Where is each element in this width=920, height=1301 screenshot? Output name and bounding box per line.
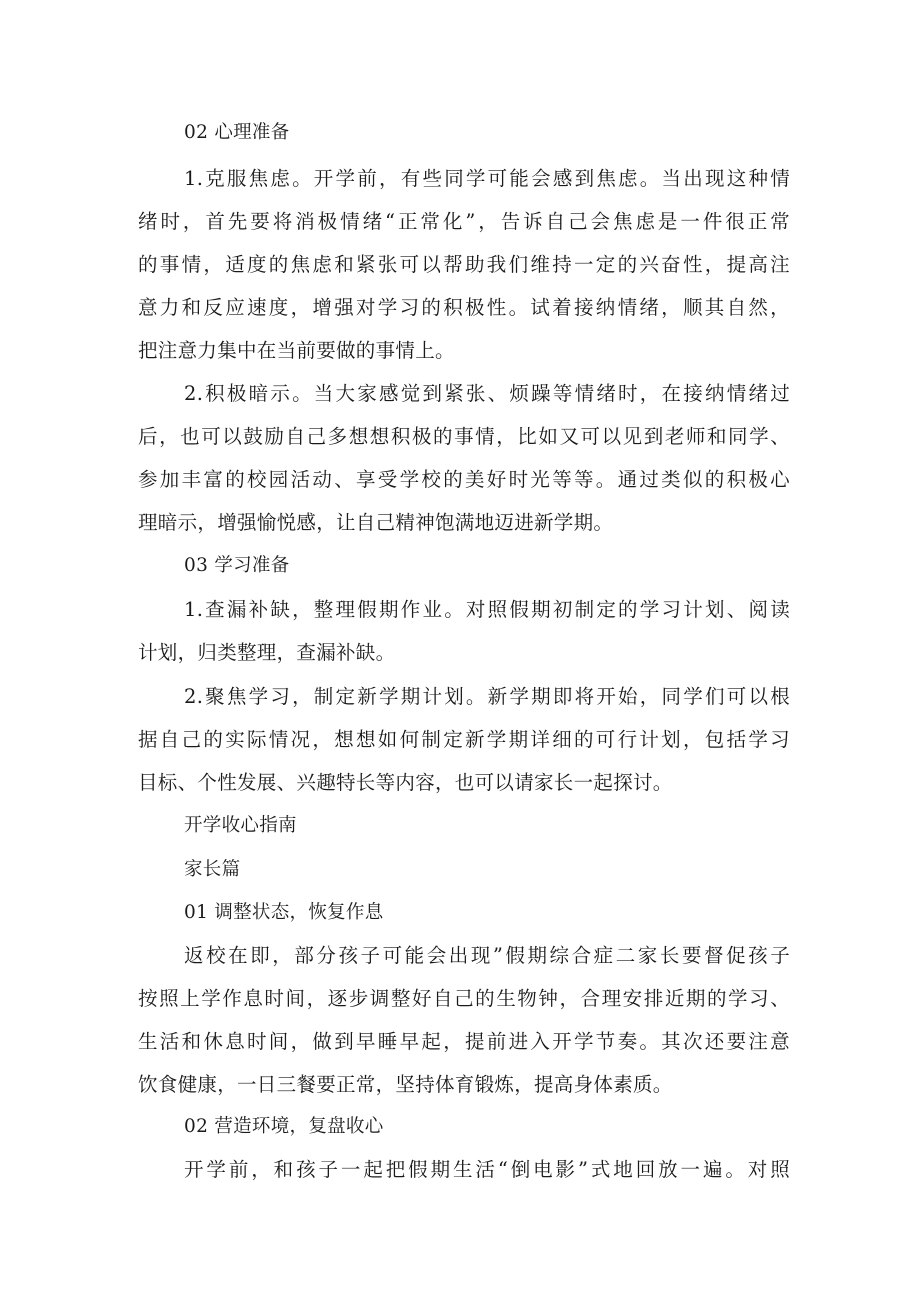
paragraph-line: 的事情，适度的焦虑和紧张可以帮助我们维持一定的兴奋性，提高注: [138, 253, 790, 276]
paragraph-line: 按照上学作息时间，逐步调整好自己的生物钟，合理安排近期的学习、: [138, 987, 790, 1010]
paragraph-holiday-review: [138, 1148, 790, 1191]
paragraph-line: 开学前，和孩子一起把假期生活“倒电影”式地回放一遍。对照: [184, 1158, 790, 1181]
paragraph-line: 生活和休息时间，做到早睡早起，提前进入开学节奏。其次还要注意: [138, 1030, 790, 1053]
paragraph-new-semester-plan: [138, 675, 790, 804]
paragraph-line: 后，也可以鼓励自己多想想积极的事情，比如又可以见到老师和同学、: [138, 425, 790, 448]
paragraph-line: 理暗示，增强愉悦感，让自己精神饱满地迈进新学期。: [138, 511, 614, 534]
paragraph-positive-suggestion: [138, 372, 790, 544]
paragraph-line: 意力和反应速度，增强对学习的积极性。试着接纳情绪，顺其自然，: [138, 296, 790, 319]
paragraph-line: 返校在即，部分孩子可能会出现”假期综合症二家长要督促孩子: [184, 944, 790, 967]
paragraph-line: 1.克服焦虑。开学前，有些同学可能会感到焦虑。当出现这种情: [184, 167, 790, 190]
paragraph-line: 目标、个性发展、兴趣特长等内容，也可以请家长一起探讨。: [138, 771, 673, 794]
section-heading-study-prep: [138, 544, 790, 587]
paragraph-line: 2.聚焦学习，制定新学期计划。新学期即将开始，同学们可以根: [184, 685, 790, 708]
paragraph-line: 计划，归类整理，查漏补缺。: [138, 641, 396, 664]
paragraph-review-homework: [138, 588, 790, 674]
paragraph-line: 参加丰富的校园活动、享受学校的美好时光等等。通过类似的积极心: [138, 468, 790, 491]
section-heading-parents: [138, 848, 790, 891]
heading-text: 开学收心指南: [184, 815, 297, 836]
heading-text: 01 调整状态，恢复作息: [184, 902, 384, 923]
paragraph-line: 把注意力集中在当前要做的事情上。: [138, 339, 455, 362]
section-heading-adjust-routine: [138, 891, 790, 934]
paragraph-line: 2.积极暗示。当大家感觉到紧张、烦躁等情绪时，在接纳情绪过: [184, 382, 790, 405]
paragraph-line: 1.查漏补缺，整理假期作业。对照假期初制定的学习计划、阅读: [184, 598, 790, 621]
paragraph-line: 绪时，首先要将消极情绪“正常化”，告诉自己会焦虑是一件很正常: [138, 210, 790, 233]
section-heading-environment: [138, 1105, 790, 1148]
paragraph-line: 据自己的实际情况，想想如何制定新学期详细的可行计划，包括学习: [138, 728, 790, 751]
heading-text: 02 营造环境，复盘收心: [184, 1116, 384, 1137]
heading-text: 02 心理准备: [184, 122, 290, 143]
paragraph-line: 饮食健康，一日三餐要正常，坚持体育锻炼，提高身体素质。: [138, 1073, 673, 1096]
heading-text: 家长篇: [184, 859, 241, 880]
paragraph-overcome-anxiety: [138, 157, 790, 372]
paragraph-return-to-school: [138, 934, 790, 1106]
heading-text: 03 学习准备: [184, 555, 290, 576]
section-heading-school-guide: [138, 804, 790, 847]
section-heading-psychological-prep: [138, 111, 790, 154]
